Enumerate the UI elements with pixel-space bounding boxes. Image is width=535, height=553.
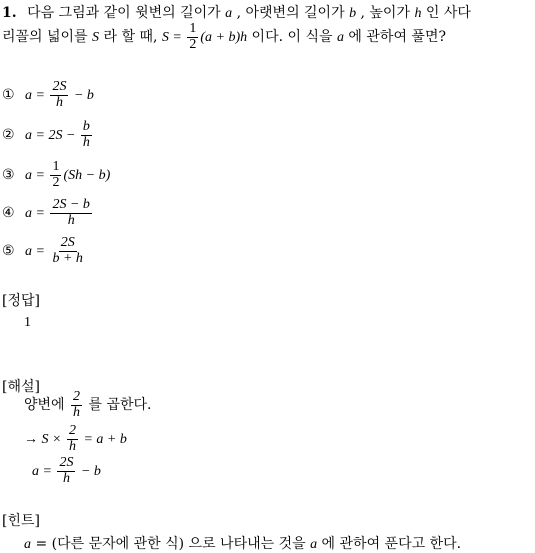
hint-text: a = (다른 문자에 관한 식) 으로 나타내는 것을 a 에 관하여 푼다고 한다. xyxy=(24,536,462,552)
question-number: 1. xyxy=(2,5,17,21)
answer-label: [정답] xyxy=(2,293,40,309)
var-b: b xyxy=(349,6,357,21)
question-line-2 xyxy=(2,22,446,52)
hint-label: [힌트] xyxy=(2,513,40,529)
var-h: h xyxy=(414,6,422,21)
formula-fraction: $\frac{1}{2}$ xyxy=(189,21,197,52)
explanation-line-1: 양변에 $\frac{2}{h}$ 를 곱한다. xyxy=(24,389,152,420)
question-line-1 xyxy=(2,2,471,22)
explanation-fraction: $\frac{2}{h}$ xyxy=(73,389,81,420)
option-fraction: $\frac{2S}{b + h}$ xyxy=(52,235,83,266)
option-fraction: $\frac{2S}{h}$ xyxy=(52,79,67,110)
option-fraction: $\frac{2S - b}{h}$ xyxy=(52,197,90,228)
option-3[interactable] xyxy=(2,160,110,190)
option-fraction: $\frac{b}{h}$ xyxy=(82,119,90,150)
option-marker: ① xyxy=(2,87,15,104)
question-text: 인 사다 xyxy=(421,5,471,21)
formula-lhs: S = xyxy=(161,30,186,46)
question-text: 리꼴의 넓이를 xyxy=(2,29,93,46)
question-text: 라 할 때, xyxy=(99,29,162,46)
explanation-fraction: $\frac{2S}{h}$ xyxy=(59,455,74,486)
question-text: 다음 그림과 같이 윗변의 길이가 xyxy=(27,5,226,21)
option-fraction: $\frac{1}{2}$ xyxy=(52,159,60,190)
explanation-line-2: → S × $\frac{2}{h}$ = a + b xyxy=(24,423,127,454)
explanation-label: [해설] xyxy=(2,379,40,395)
answer-value: 1 xyxy=(24,315,31,330)
var-a: a xyxy=(336,30,344,46)
question-text: 에 관하여 풀면? xyxy=(343,29,446,46)
var-a: a xyxy=(225,6,233,21)
option-2[interactable] xyxy=(2,120,94,150)
option-marker: ② xyxy=(2,127,15,144)
var-s: S xyxy=(92,30,100,46)
option-lhs: a = xyxy=(25,244,49,260)
explanation-line-3: a = $\frac{2S}{h}$ − b xyxy=(32,455,101,486)
option-lhs: a = 2S − xyxy=(25,128,79,144)
explanation-fraction: $\frac{2}{h}$ xyxy=(68,423,76,454)
formula-rest: (a + b)h xyxy=(200,30,248,46)
question-text: , 아랫변의 길이가 xyxy=(232,5,350,21)
option-marker: ③ xyxy=(2,167,15,184)
option-tail: − b xyxy=(70,88,94,104)
option-tail: (Sh − b) xyxy=(63,168,111,184)
option-5[interactable] xyxy=(2,236,87,266)
option-lhs: a = xyxy=(25,206,49,222)
question-text: , 높이가 xyxy=(356,5,415,21)
option-lhs: a = xyxy=(25,168,49,184)
option-4[interactable] xyxy=(2,198,94,228)
option-lhs: a = xyxy=(25,88,49,104)
option-marker: ⑤ xyxy=(2,243,15,260)
option-marker: ④ xyxy=(2,205,15,222)
question-text: 이다. 이 식을 xyxy=(247,29,337,46)
option-1[interactable] xyxy=(2,80,94,110)
